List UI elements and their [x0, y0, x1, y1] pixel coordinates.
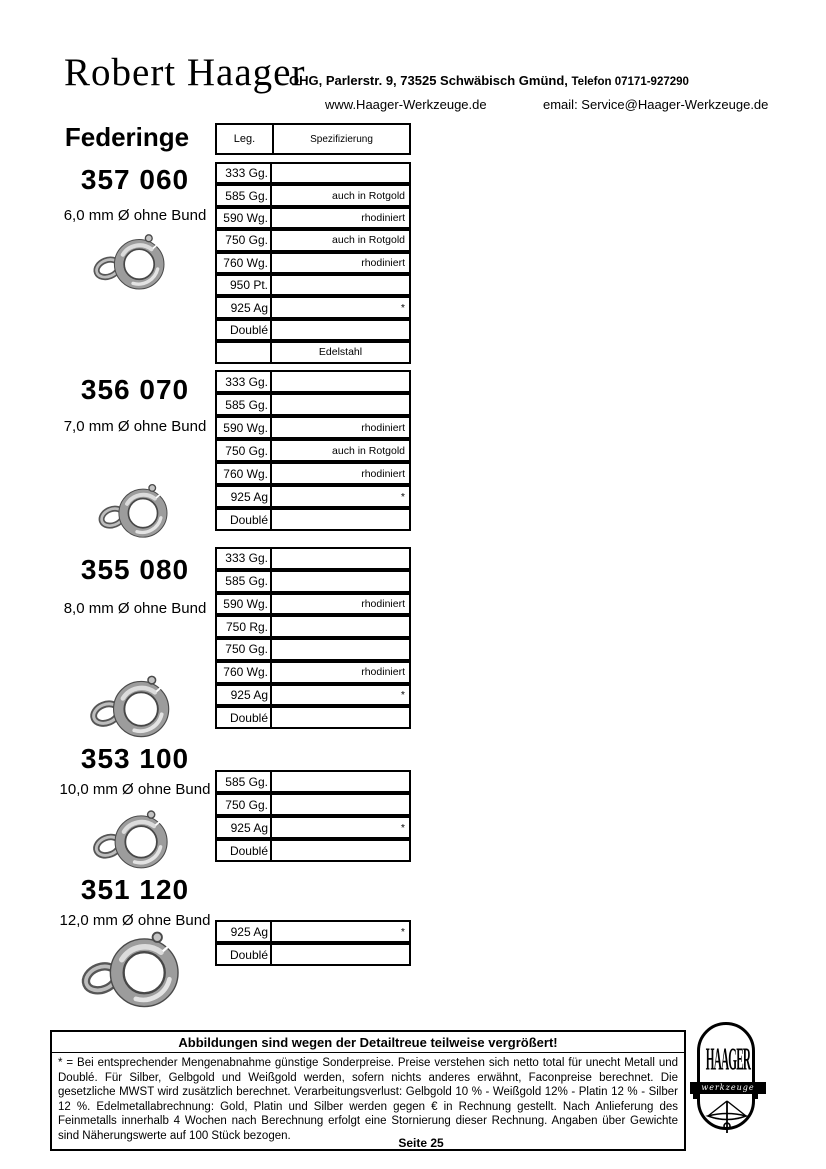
product-size-353100: 10,0 mm Ø ohne Bund: [59, 781, 211, 798]
disclaimer-headline: Abbildungen sind wegen der Detailtreue teilweise vergrößert!: [52, 1032, 684, 1053]
table-row: [215, 416, 411, 439]
table-row: [215, 839, 411, 862]
spec-cell: rhodiniert: [361, 421, 405, 434]
spec-cell: [272, 510, 409, 529]
leg-cell: 590 Wg.: [217, 418, 272, 437]
product-size-351120: 12,0 mm Ø ohne Bund: [59, 912, 211, 929]
spec-cell: *: [400, 301, 405, 314]
spec-table-357060: [215, 162, 411, 364]
table-row: [215, 162, 411, 184]
table-row: [215, 816, 411, 839]
spec-cell: [272, 795, 409, 814]
spec-cell: auch in Rotgold: [332, 234, 405, 247]
leg-cell: 750 Gg.: [217, 640, 272, 659]
website-link[interactable]: www.Haager-Werkzeuge.de: [325, 97, 487, 112]
table-row: [215, 485, 411, 508]
spec-cell: *: [400, 821, 405, 834]
leg-cell: 590 Wg.: [217, 595, 272, 614]
leg-cell: 333 Gg.: [217, 164, 272, 182]
table-row: [215, 684, 411, 707]
spec-cell: [272, 395, 409, 414]
table-row: [215, 920, 411, 943]
leg-cell: Doublé: [217, 945, 272, 964]
leg-cell: [217, 343, 272, 361]
product-code-351120: 351 120: [80, 874, 190, 905]
spec-cell: [272, 708, 409, 727]
spec-table-355080: [215, 547, 411, 729]
spec-cell: auch in Rotgold: [332, 189, 405, 202]
column-header-spezifizierung: Spezifizierung: [310, 133, 373, 145]
leg-cell: 925 Ag: [217, 487, 272, 506]
table-row: [215, 370, 411, 393]
spec-cell: [272, 945, 409, 964]
company-address: [289, 73, 689, 88]
disclaimer-box: [50, 1030, 686, 1151]
logo-notch-left: [693, 1094, 698, 1099]
table-row: [215, 547, 411, 570]
spec-cell: [272, 617, 409, 636]
leg-cell: 760 Wg.: [217, 254, 272, 272]
spec-cell: rhodiniert: [361, 597, 405, 610]
table-row: [215, 393, 411, 416]
spec-cell: [272, 276, 409, 294]
product-size-357060: 6,0 mm Ø ohne Bund: [63, 207, 207, 224]
spec-cell: rhodiniert: [361, 256, 405, 269]
table-row: [215, 229, 411, 251]
spec-cell: *: [400, 688, 405, 701]
spec-table-header: [215, 123, 411, 155]
spec-cell: [272, 549, 409, 568]
table-row: [215, 184, 411, 206]
spec-cell: rhodiniert: [361, 211, 405, 224]
leg-cell: Doublé: [217, 510, 272, 529]
leg-cell: 585 Gg.: [217, 186, 272, 204]
leg-cell: Doublé: [217, 708, 272, 727]
leg-cell: 925 Ag: [217, 922, 272, 941]
logo-notch-right: [753, 1094, 758, 1099]
product-code-353100: 353 100: [80, 743, 190, 774]
product-code-357060: 357 060: [80, 164, 190, 195]
leg-cell: 585 Gg.: [217, 772, 272, 791]
table-row: [215, 341, 411, 363]
address-text: OHG, Parlerstr. 9, 73525 Schwäbisch Gmünd,: [289, 73, 568, 88]
table-row: [215, 793, 411, 816]
leg-cell: 333 Gg.: [217, 549, 272, 568]
table-row: [215, 661, 411, 684]
logo-wordmark: HAAGER: [705, 1044, 751, 1079]
leg-cell: 760 Wg.: [217, 464, 272, 483]
leg-cell: Doublé: [217, 841, 272, 860]
spec-cell: [272, 572, 409, 591]
spec-cell: [272, 321, 409, 339]
leg-cell: Doublé: [217, 321, 272, 339]
spring-ring-photo-351120: [77, 926, 189, 1012]
logo-banner: [690, 1082, 766, 1094]
spec-cell: [272, 772, 409, 791]
table-row: [215, 252, 411, 274]
table-row: [215, 770, 411, 793]
logo-banner-text: werkzeuge: [701, 1083, 755, 1092]
spec-cell: [272, 372, 409, 391]
table-row: [215, 638, 411, 661]
leg-cell: 925 Ag: [217, 686, 272, 705]
table-row: [215, 274, 411, 296]
table-row: [215, 615, 411, 638]
table-row: [215, 943, 411, 966]
spec-cell: Edelstahl: [318, 346, 363, 359]
company-name: Robert Haager: [64, 51, 306, 94]
tool-icon: [705, 1098, 749, 1134]
spec-cell: *: [400, 490, 405, 503]
leg-cell: 585 Gg.: [217, 395, 272, 414]
leg-cell: 760 Wg.: [217, 663, 272, 682]
leg-cell: 333 Gg.: [217, 372, 272, 391]
spec-table-351120: [215, 920, 411, 966]
table-row: [215, 296, 411, 318]
spring-ring-photo-353100: [85, 806, 180, 872]
spec-cell: [272, 164, 409, 182]
spec-cell: auch in Rotgold: [332, 444, 405, 457]
spec-cell: [272, 841, 409, 860]
leg-cell: 750 Gg.: [217, 795, 272, 814]
spring-ring-photo-357060: [90, 230, 172, 293]
phone-number: Telefon 07171-927290: [571, 76, 689, 88]
leg-cell: 750 Gg.: [217, 441, 272, 460]
product-code-356070: 356 070: [80, 374, 190, 405]
table-row: [215, 439, 411, 462]
spec-cell: rhodiniert: [361, 467, 405, 480]
table-row: [215, 593, 411, 616]
spec-cell: *: [400, 925, 405, 938]
spec-cell: [272, 640, 409, 659]
email-link[interactable]: email: Service@Haager-Werkzeuge.de: [543, 97, 769, 112]
product-size-356070: 7,0 mm Ø ohne Bund: [63, 418, 207, 435]
spec-table-356070: [215, 370, 411, 531]
table-row: [215, 706, 411, 729]
disclaimer-text: * = Bei entsprechender Mengenabnahme günstige Sonderpreise. Preise verstehen sich netto total für unecht Metall und Doublé. Für Silber, Gelbgold und Weißgold werden, sofern nichts anderes erwähnt, Faconpreise berechnet. Die gesetzliche MWST wird zusätzlich berechnet. Verarbeitungsverlust: Gelbgold 10 % - Weißgold 12% - Platin 12 % - Silber 12 %. Edelmetallabrechnung: Gold, Platin und Silber werden gegen € in Rechnung gestellt. Nach Anlieferung des Feinmetalls innerhalb 4 Wochen nach Berechnung erfolgt eine Stornierung dieser Rechnung. Angaben über Gewichte sind Näherungswerte auf 100 Stück bezogen.: [58, 1057, 678, 1142]
leg-cell: 925 Ag: [217, 818, 272, 837]
spec-cell: rhodiniert: [361, 666, 405, 679]
leg-cell: 750 Gg.: [217, 231, 272, 249]
haager-logo: [695, 1020, 761, 1136]
product-code-355080: 355 080: [80, 554, 190, 585]
spring-ring-photo-355080: [86, 671, 178, 741]
product-size-355080: 8,0 mm Ø ohne Bund: [63, 600, 207, 617]
leg-cell: 925 Ag: [217, 298, 272, 316]
table-row: [215, 319, 411, 341]
leg-cell: 750 Rg.: [217, 617, 272, 636]
table-row: [215, 570, 411, 593]
page-number: Seite 25: [398, 1136, 444, 1150]
page-title: Federinge: [64, 122, 190, 152]
leg-cell: 590 Wg.: [217, 209, 272, 227]
table-row: [215, 207, 411, 229]
table-row: [215, 508, 411, 531]
table-row: [215, 462, 411, 485]
spec-table-353100: [215, 770, 411, 862]
column-header-leg: Leg.: [217, 125, 274, 153]
spring-ring-photo-356070: [95, 480, 175, 541]
leg-cell: 950 Pt.: [217, 276, 272, 294]
leg-cell: 585 Gg.: [217, 572, 272, 591]
